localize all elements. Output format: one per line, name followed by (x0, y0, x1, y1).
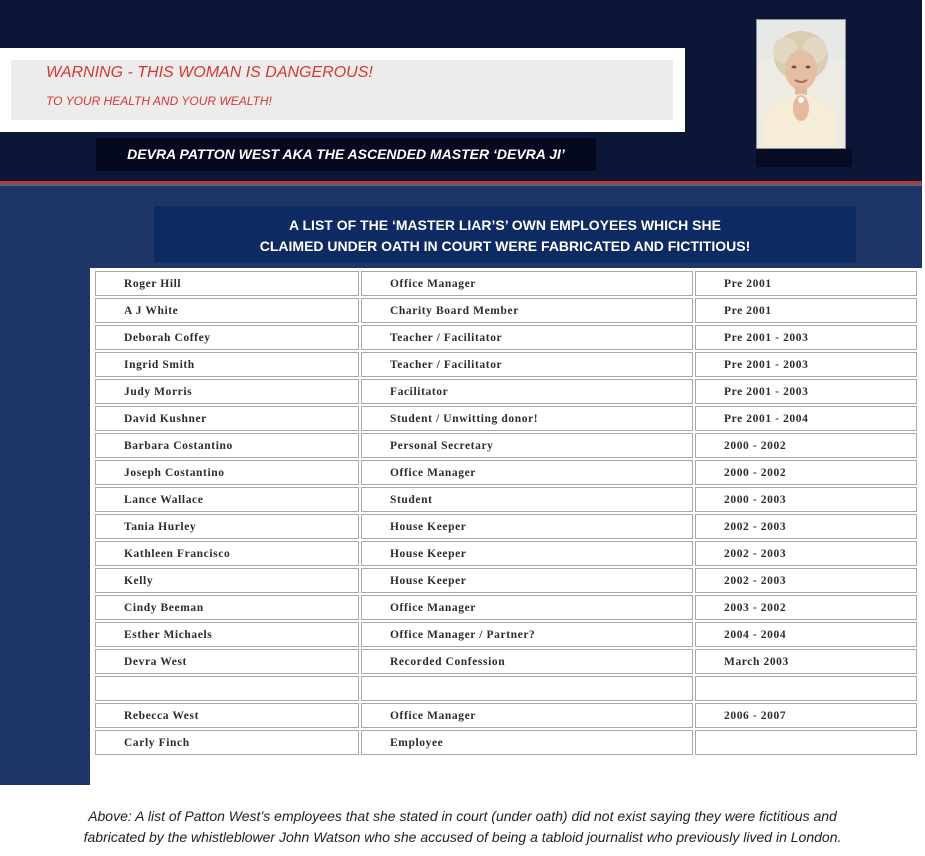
employee-role-cell (361, 676, 693, 701)
title-band (0, 186, 922, 268)
employment-period-cell: 2006 - 2007 (695, 703, 917, 728)
employment-period-cell: 2003 - 2002 (695, 595, 917, 620)
employment-period-cell: 2000 - 2003 (695, 487, 917, 512)
employment-period-cell: 2004 - 2004 (695, 622, 917, 647)
employee-role-cell: Teacher / Facilitator (361, 352, 693, 377)
portrait-illustration (757, 20, 845, 148)
employee-name-cell (95, 676, 359, 701)
employee-role-cell: Facilitator (361, 379, 693, 404)
employee-name-cell: Carly Finch (95, 730, 359, 755)
table-row (95, 649, 917, 674)
table-row (95, 703, 917, 728)
employee-role-cell: Office Manager (361, 595, 693, 620)
employee-role-cell: Student / Unwitting donor! (361, 406, 693, 431)
table-row (95, 487, 917, 512)
employee-role-cell: Charity Board Member (361, 298, 693, 323)
employee-role-cell: House Keeper (361, 514, 693, 539)
table-row (95, 460, 917, 485)
portrait-photo (756, 19, 846, 149)
employee-name-cell: Rebecca West (95, 703, 359, 728)
table-row (95, 325, 917, 350)
caption-line-2: fabricated by the whistleblower John Watson who she accused of being a tabloid journalist who previously lived in London. (83, 829, 842, 845)
table-row (95, 730, 917, 755)
table-row (95, 622, 917, 647)
employee-name-cell: Kelly (95, 568, 359, 593)
employee-name-cell: Tania Hurley (95, 514, 359, 539)
employment-period-cell: Pre 2001 (695, 298, 917, 323)
warning-title: WARNING - THIS WOMAN IS DANGEROUS! (46, 64, 373, 81)
employment-period-cell: 2002 - 2003 (695, 568, 917, 593)
employee-role-cell: Recorded Confession (361, 649, 693, 674)
employee-name-cell: Roger Hill (95, 271, 359, 296)
employee-name-cell: Deborah Coffey (95, 325, 359, 350)
employment-period-cell: March 2003 (695, 649, 917, 674)
employee-role-cell: Office Manager / Partner? (361, 622, 693, 647)
warning-subtitle: TO YOUR HEALTH AND YOUR WEALTH! (46, 94, 272, 108)
employee-name-cell: Barbara Costantino (95, 433, 359, 458)
left-sidebar-bar (0, 268, 90, 785)
table-row (95, 568, 917, 593)
caption (0, 806, 925, 848)
list-heading-line-1: A LIST OF THE ‘MASTER LIAR’S’ OWN EMPLOYEES WHICH SHE (289, 217, 721, 233)
employee-name-cell: Joseph Costantino (95, 460, 359, 485)
employee-name-cell: Judy Morris (95, 379, 359, 404)
employee-name-cell: Ingrid Smith (95, 352, 359, 377)
photo-shadow (756, 149, 852, 167)
employment-period-cell: Pre 2001 - 2003 (695, 352, 917, 377)
employment-period-cell: Pre 2001 - 2003 (695, 325, 917, 350)
table-row (95, 379, 917, 404)
table-row (95, 595, 917, 620)
employee-role-cell: Office Manager (361, 703, 693, 728)
employee-name-cell: Kathleen Francisco (95, 541, 359, 566)
employment-period-cell: 2000 - 2002 (695, 460, 917, 485)
employee-name-cell: Lance Wallace (95, 487, 359, 512)
employment-period-cell (695, 676, 917, 701)
list-heading (154, 206, 856, 262)
warning-panel (0, 48, 685, 132)
employee-name-cell: Devra West (95, 649, 359, 674)
employee-role-cell: Office Manager (361, 271, 693, 296)
list-heading-line-2: CLAIMED UNDER OATH IN COURT WERE FABRICATED AND FICTITIOUS! (259, 238, 751, 254)
employee-role-cell: Personal Secretary (361, 433, 693, 458)
header-banner (0, 0, 922, 183)
employee-role-cell: Office Manager (361, 460, 693, 485)
employment-period-cell: 2002 - 2003 (695, 514, 917, 539)
table-row (95, 514, 917, 539)
table-row (95, 541, 917, 566)
employee-role-cell: House Keeper (361, 568, 693, 593)
table-row (95, 298, 917, 323)
employment-period-cell: 2000 - 2002 (695, 433, 917, 458)
employment-period-cell: Pre 2001 - 2004 (695, 406, 917, 431)
name-banner: DEVRA PATTON WEST AKA THE ASCENDED MASTER ‘DEVRA JI’ (96, 138, 596, 171)
employment-period-cell: Pre 2001 (695, 271, 917, 296)
employee-name-cell: David Kushner (95, 406, 359, 431)
table-row (95, 406, 917, 431)
employee-role-cell: House Keeper (361, 541, 693, 566)
table-row (95, 271, 917, 296)
employee-name-cell: A J White (95, 298, 359, 323)
employee-role-cell: Employee (361, 730, 693, 755)
table-row (95, 676, 917, 701)
employee-table (93, 269, 919, 757)
employee-role-cell: Teacher / Facilitator (361, 325, 693, 350)
employee-name-cell: Esther Michaels (95, 622, 359, 647)
table-row (95, 433, 917, 458)
employee-role-cell: Student (361, 487, 693, 512)
employment-period-cell: 2002 - 2003 (695, 541, 917, 566)
caption-line-1: Above: A list of Patton West’s employees that she stated in court (under oath) did not exist saying they were fictitious and (88, 808, 837, 824)
employment-period-cell: Pre 2001 - 2003 (695, 379, 917, 404)
employee-name-cell: Cindy Beeman (95, 595, 359, 620)
table-row (95, 352, 917, 377)
employment-period-cell (695, 730, 917, 755)
